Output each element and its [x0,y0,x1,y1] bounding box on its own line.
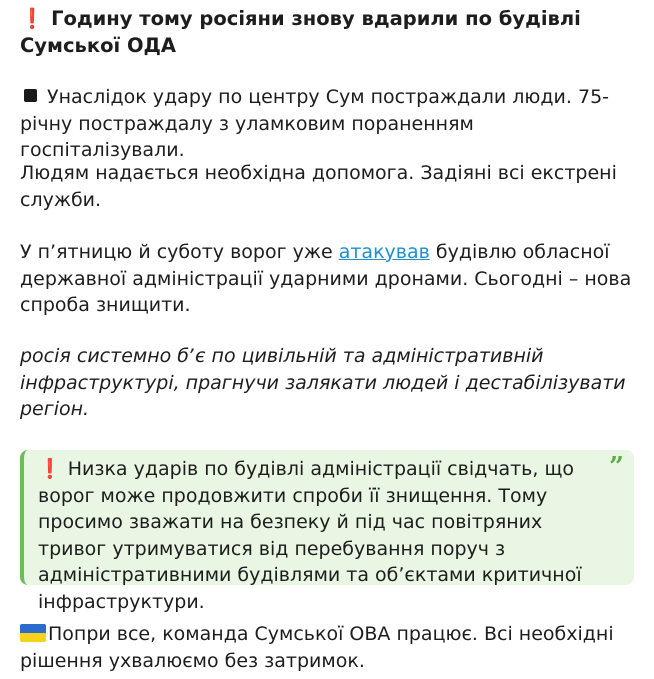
paragraph-2: Людям надається необхідна допомога. Задіяні всі екстрені служби. [20,162,617,211]
paragraph-5-text: Попри все, команда Сумської ОВА працює. Всі необхідні рішення ухвалюємо без затримок. [20,623,614,672]
post-title-text: Годину тому росіяни знову вдарили по будівлі Сумської ОДА [20,7,581,57]
post-title [20,5,636,59]
attack-link[interactable]: атакував [338,241,430,263]
paragraph-5 [20,621,636,674]
blockquote-body: Низка ударів по будівлі адміністрації свідчать, що ворог може продовжити спроби її знищення. Тому просимо зважати на безпеку й під час повітряних тривог утримуватися від перебування поруч з адміністративними будівлями та обʼєктами критичної інфраструктури. [38,458,582,613]
exclamation-icon: ❗ [38,458,62,480]
paragraph-4: росія системно бʼє по цивільній та адміністративній інфраструктурі, прагнучи залякати людей і дестабілізувати регіон. [20,345,626,420]
paragraph-1-text: Унаслідок удару по центру Сум постраждали люди. 75-річну постраждалу з уламковим пораненням госпіталізували. [20,86,610,161]
paragraph-3 [20,239,636,319]
paragraph-3-after: будівлю обласної державної адміністрації ударними дронами. Сьогодні – нова спроба знищити. [20,241,632,316]
quote-icon: ” [609,452,624,482]
paragraph-1 [20,84,636,164]
black-square-icon [24,89,37,102]
blockquote [20,450,634,613]
paragraph-3-before: У п’ятницю й суботу ворог уже [20,241,339,263]
exclamation-icon: ❗ [20,7,45,30]
blockquote-text [38,456,604,615]
ukraine-flag-icon [20,624,46,642]
